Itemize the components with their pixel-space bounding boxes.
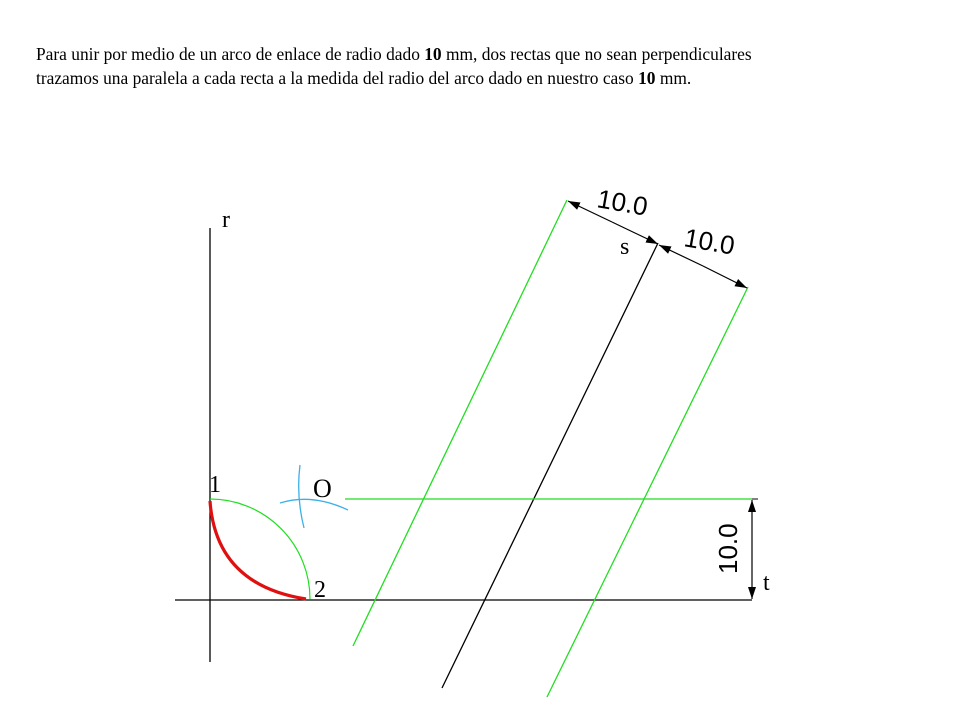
label-t: t [763,570,770,596]
parallel-s-right [547,287,748,697]
label-point-1: 1 [209,472,221,498]
dim-line-s-right-b [703,266,747,288]
tangent-arc [210,501,306,599]
dim-text-s-left: 10.0 [594,183,651,222]
dim-text-s-right: 10.0 [681,222,738,261]
line-s [442,243,658,688]
label-point-2: 2 [314,577,326,603]
dim-text-t: 10.0 [713,523,743,574]
label-r: r [222,207,230,233]
label-center-o: O [313,474,332,503]
compass-mark-vertical [299,465,304,528]
parallel-s-left [353,200,567,646]
label-s: s [620,234,630,260]
dim-line-s-left-b [612,222,658,244]
caption: Para unir por medio de un arco de enlace de radio dado 10 mm, dos rectas que no sean perpendiculares trazamos una paralela a cada recta a la medida del radio del arco dado en nuestro caso 10 mm. [36,44,752,88]
